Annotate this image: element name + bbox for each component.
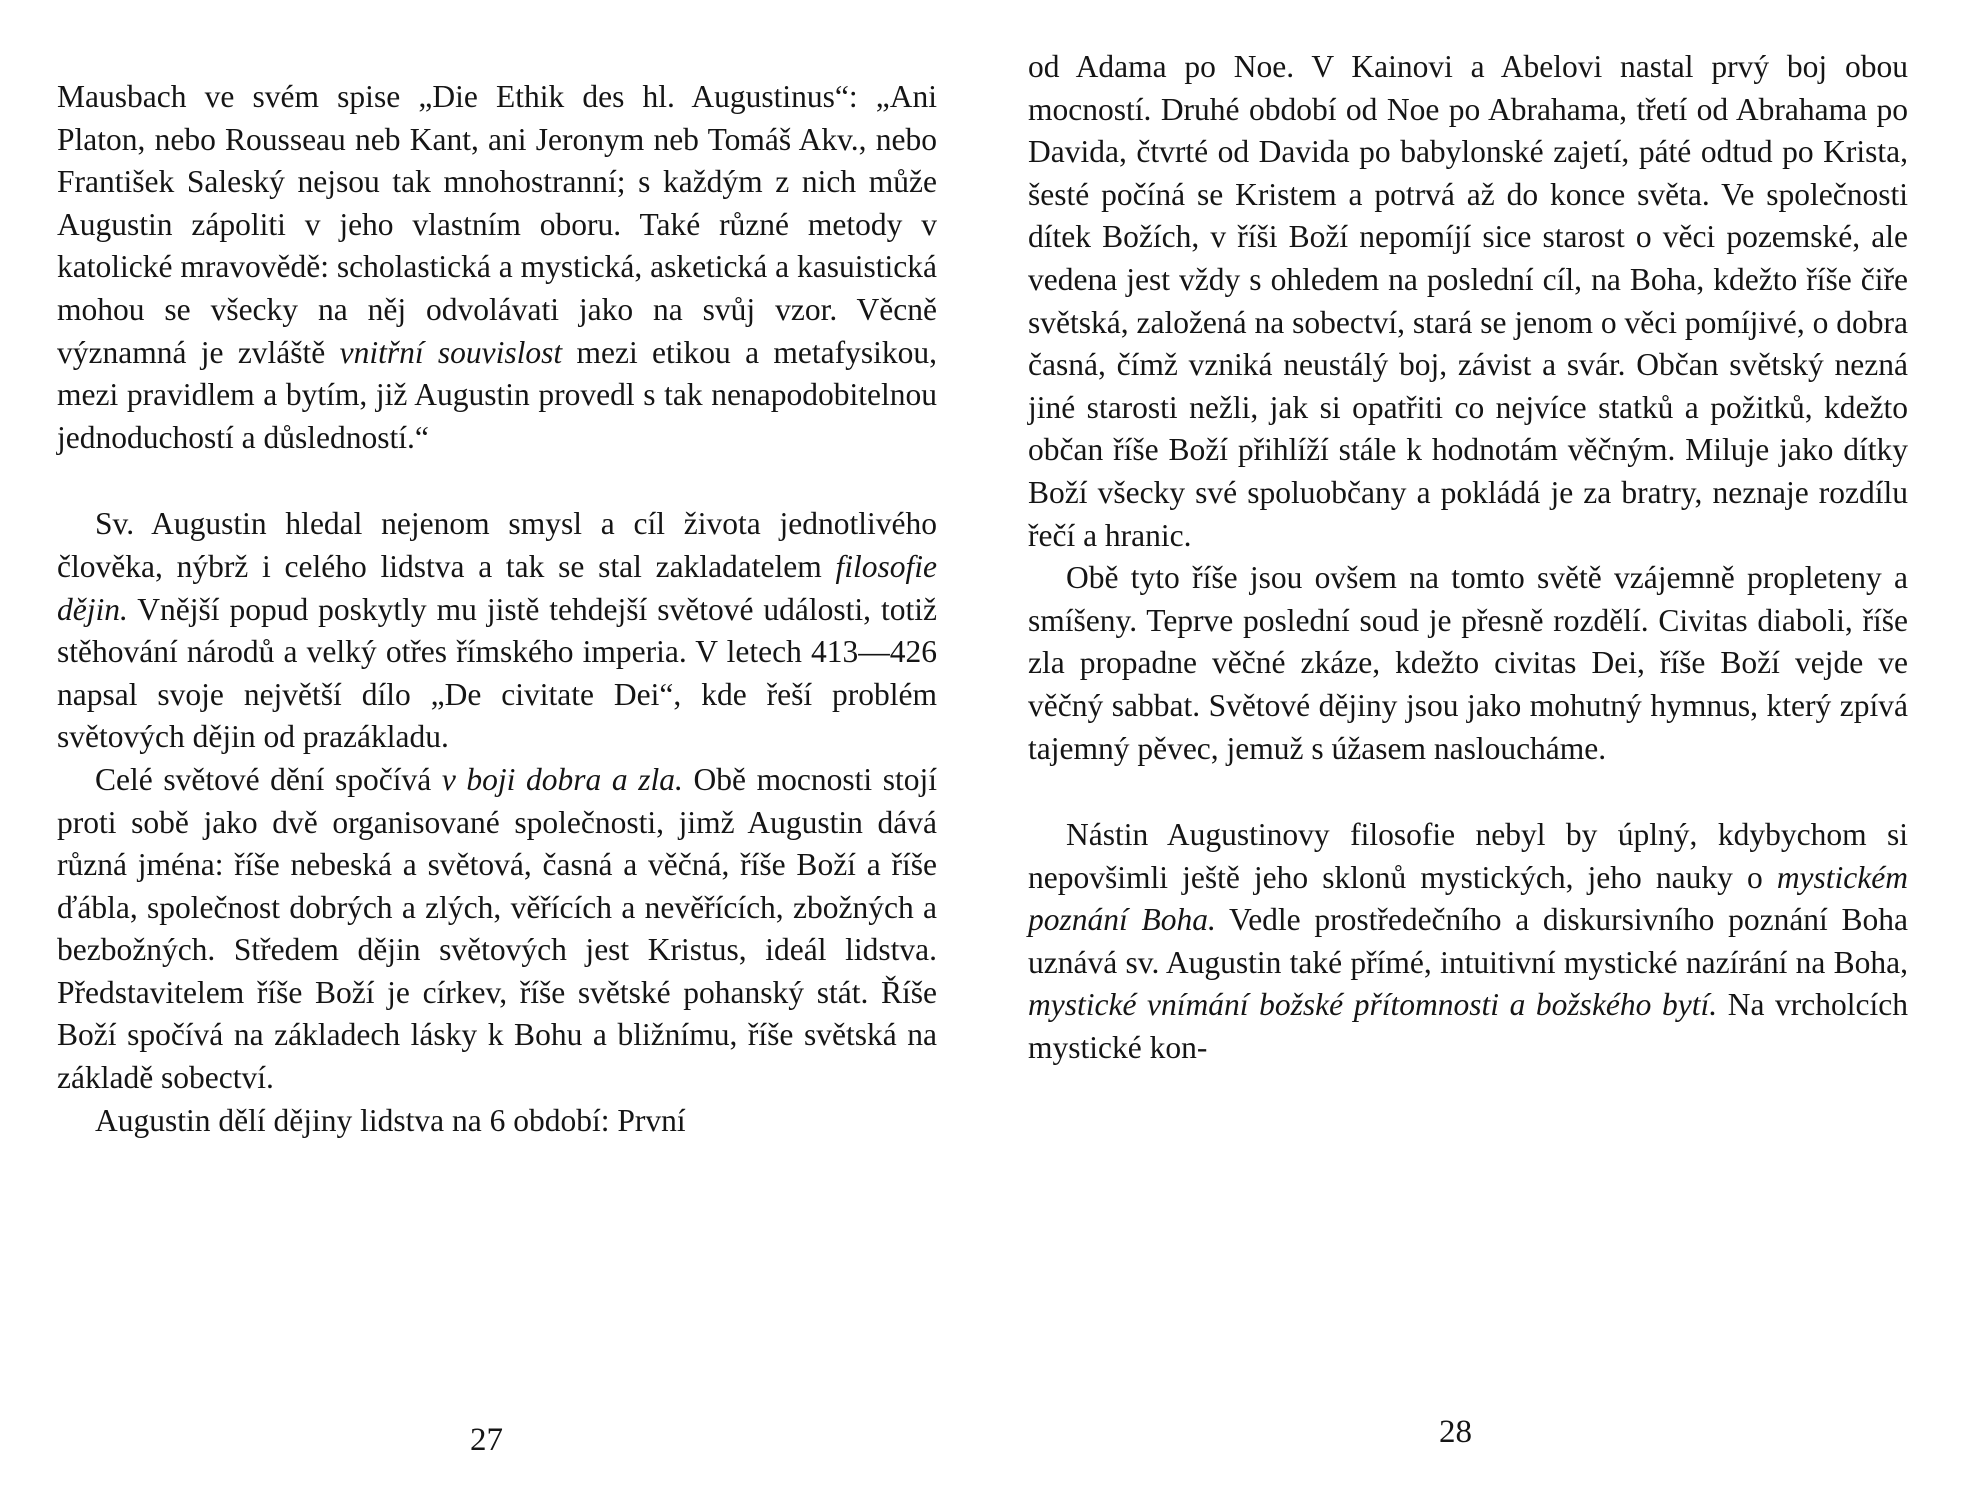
- italic-text-run: v boji dobra a zla.: [441, 761, 683, 797]
- italic-text-run: vnitřní souvislost: [339, 334, 563, 370]
- paragraph: [57, 759, 937, 1100]
- text-run: Augustin dělí dějiny lidstva na 6 období: První: [95, 1102, 686, 1138]
- text-run: Nástin Augustinovy filosofie nebyl by úplný, kdybychom si nepovšimli ještě jeho sklonů mystických, jeho nauky o: [1028, 817, 1908, 895]
- right-page-text: [1028, 46, 1908, 1070]
- paragraph: [1028, 557, 1908, 770]
- page-number: 28: [1439, 1414, 1472, 1450]
- text-run: Vnější popud poskytly mu jistě tehdejší světové události, totiž stěhování národů a velký otřes římského imperia. V letech 413—426 napsal svoje největší dílo „De civitate Dei“, kde řeší problém světových dějin od prazákladu.: [57, 591, 937, 755]
- text-run: mezi etikou a metafysikou, mezi pravidlem a bytím, již Augustin provedl s tak nenapodobitelnou jednoduchostí a důsledností.“: [57, 334, 937, 455]
- paragraph: [1028, 814, 1908, 1070]
- text-run: Obě mocnosti stojí proti sobě jako dvě organisované společnosti, jimž Augustin dává různá jména: říše nebeská a světová, časná a věčná, říše Boží a říše ďábla, společnost dobrých a zlých, věřících a nevěřících, zbožných a bezbožných. Středem dějin světových jest Kristus, ideál lidstva. Představitelem říše Boží je církev, říše světské pohanský stát. Říše Boží spočívá na základech lásky k Bohu a bližnímu, říše světská na základě sobectví.: [57, 761, 937, 1096]
- italic-text-run: filosofie dějin.: [57, 548, 937, 627]
- text-run: Vedle prostředečního a diskursivního poznání Boha uznává sv. Augustin také přímé, intuitivní mystické nazírání na Boha,: [1028, 902, 1908, 980]
- paragraph: [57, 76, 937, 459]
- text-run: Na vrcholcích mystické kon-: [1028, 987, 1908, 1066]
- paragraph: [1028, 46, 1908, 557]
- italic-text-run: mystické vnímání božské přítomnosti a božského bytí.: [1028, 987, 1718, 1023]
- italic-text-run: mystickém poznání Boha.: [1028, 859, 1908, 938]
- right-page: [981, 0, 1962, 1500]
- paragraph: [57, 503, 937, 759]
- text-run: Celé světové dění spočívá: [95, 761, 442, 797]
- text-run: od Adama po Noe. V Kainovi a Abelovi nastal prvý boj obou mocností. Druhé období od Noe po Abrahama, třetí od Abrahama po Davida, čtvrté od Davida po babylonské zajetí, páté odtud po Krista, šesté počíná se Kristem a potrvá až do konce světa. Ve společnosti dítek Božích, v říši Boží nepomíjí sice starost o věci pozemské, ale vedena jest vždy s ohledem na poslední cíl, na Boha, kdežto říše čiře světská, založená na sobectví, stará se jenom o věci pomíjivé, o dobra časná, čímž vzniká neustálý boj, závist a svár. Občan světský nezná jiné starosti nežli, jak si opatřiti co nejvíce statků a požitků, kdežto občan říše Boží přihlíží stále k hodnotám věčným. Miluje jako dítky Boží všecky své spoluobčany a pokládá je za bratry, neznaje rozdílu řečí a hranic.: [1028, 49, 1908, 553]
- text-run: Obě tyto říše jsou ovšem na tomto světě vzájemně propleteny a smíšeny. Teprve poslední soud je přesně rozdělí. Civitas diaboli, říše zla propadne věčné zkáze, kdežto civitas Dei, říše Boží vejde ve věčný sabbat. Světové dějiny jsou jako mohutný hymnus, který zpívá tajemný pěvec, jemuž s úžasem nasloucháme.: [1028, 560, 1908, 766]
- page-number: 27: [470, 1422, 503, 1458]
- text-run: Sv. Augustin hledal nejenom smysl a cíl života jednotlivého člověka, nýbrž i celého lidstva a tak se stal zakladatelem: [57, 506, 937, 584]
- paragraph: [57, 1100, 937, 1143]
- text-run: Mausbach ve svém spise „Die Ethik des hl. Augustinus“: „Ani Platon, nebo Rousseau neb Kant, ani Jeronym neb Tomáš Akv., nebo František Saleský nejsou tak mnohostranní; s každým z nich může Augustin zápoliti v jeho vlastním oboru. Také různé metody v katolické mravovědě: scholastická a mystická, asketická a kasuistická mohou se všecky na něj odvolávati jako na svůj vzor. Věcně významná je zvláště: [57, 79, 937, 370]
- left-page-text: [57, 76, 937, 1142]
